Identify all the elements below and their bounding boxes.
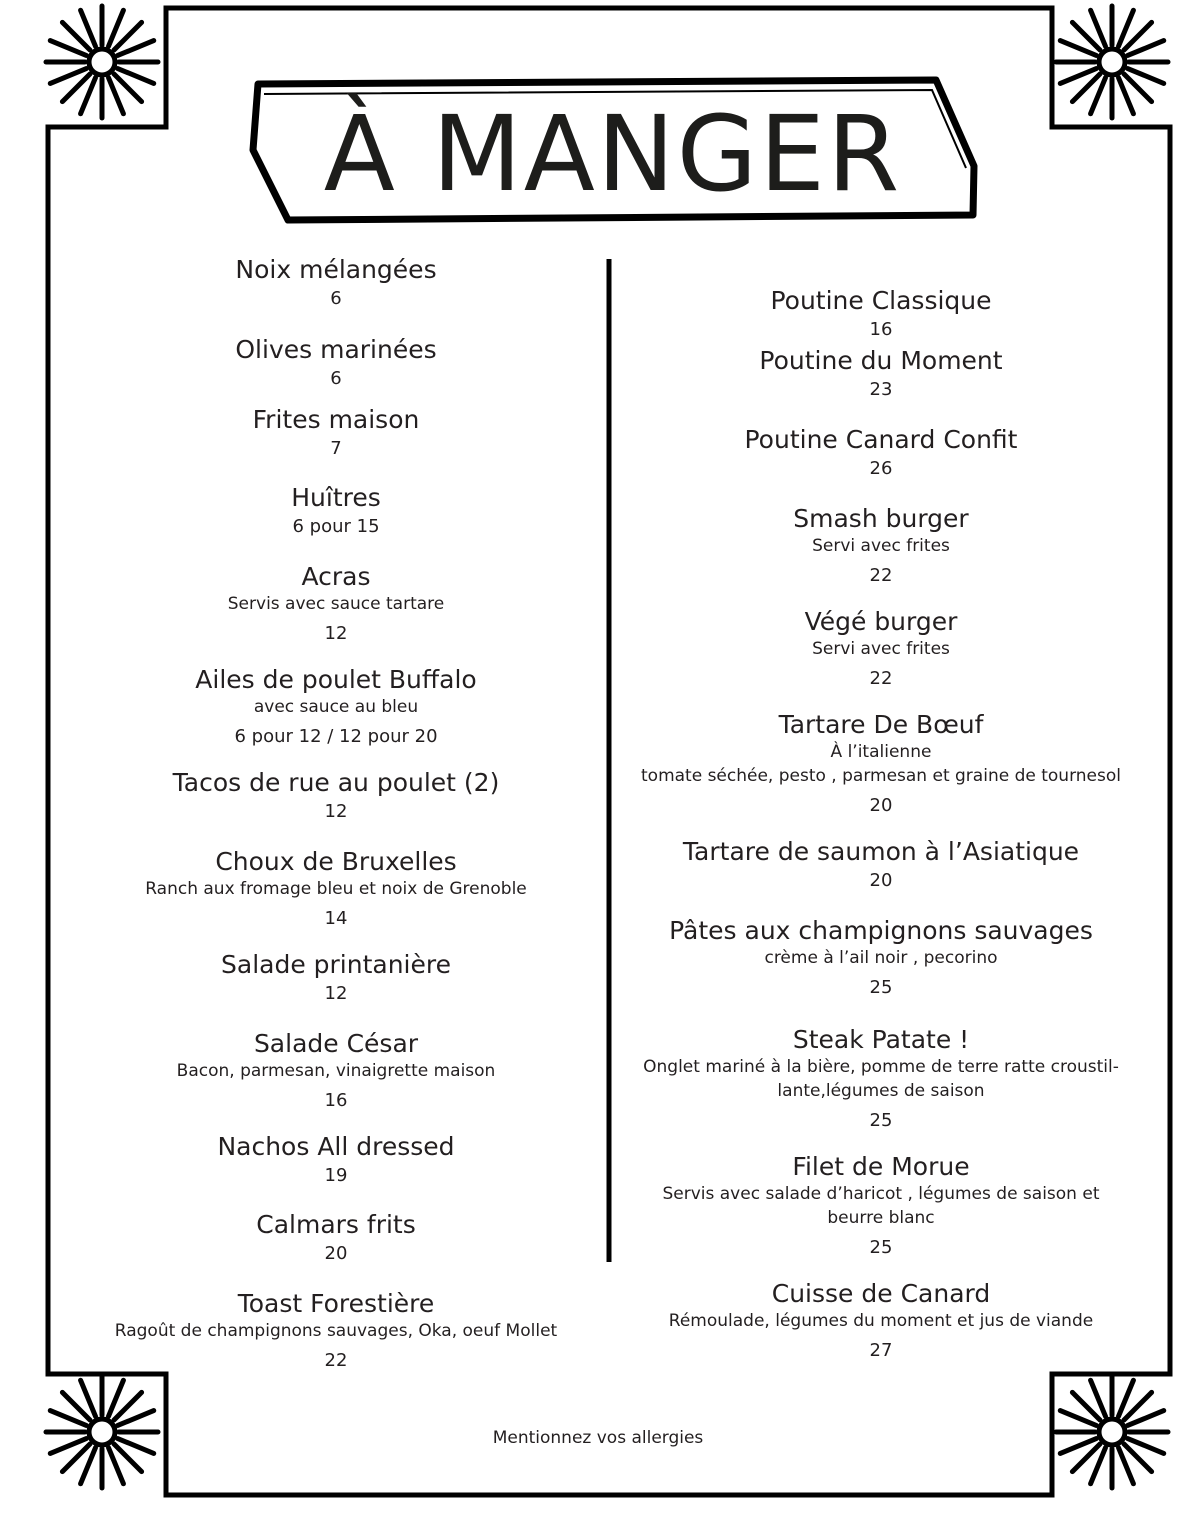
item-description: avec sauce au bleu: [253, 697, 419, 717]
item-price: 22: [869, 565, 893, 586]
menu-item: [110, 405, 562, 461]
item-price: 12: [324, 983, 348, 1004]
item-price: 6 pour 15: [292, 516, 380, 537]
item-name: Végé burger: [804, 607, 958, 636]
item-name: Calmars frits: [256, 1210, 416, 1239]
menu-item: [110, 1132, 562, 1188]
menu-item: [636, 425, 1126, 481]
menu-item: [636, 710, 1126, 818]
item-name: Poutine du Moment: [759, 346, 1003, 375]
item-name: Cuisse de Canard: [771, 1279, 991, 1308]
item-name: Acras: [301, 562, 371, 591]
item-name: Choux de Bruxelles: [215, 847, 457, 876]
item-price: 6: [330, 288, 342, 309]
item-price: 22: [869, 668, 893, 689]
item-price: 25: [869, 1237, 893, 1258]
menu-item: [110, 768, 562, 824]
item-name: Smash burger: [793, 504, 969, 533]
item-description: Servis avec sauce tartare: [227, 594, 445, 614]
menu-item: [110, 950, 562, 1006]
menu-item: [110, 255, 562, 311]
menu-item: [110, 665, 562, 749]
item-price: 16: [869, 319, 893, 340]
menu-item: [110, 1029, 562, 1113]
allergy-notice: Mentionnez vos allergies: [492, 1428, 704, 1448]
item-description: Servis avec salade d’haricot , légumes de saison et: [662, 1184, 1100, 1204]
item-description: Onglet mariné à la bière, pomme de terre ratte croustil-: [643, 1057, 1119, 1077]
item-name: Salade César: [253, 1029, 419, 1058]
sunburst-ornament-icon: [1056, 6, 1168, 118]
item-description: Ranch aux fromage bleu et noix de Grenoble: [145, 879, 527, 899]
item-name: Filet de Morue: [792, 1152, 970, 1181]
item-price: 20: [324, 1243, 348, 1264]
item-name: Nachos All dressed: [217, 1132, 455, 1161]
item-price: 14: [324, 908, 348, 929]
menu-item: [636, 1279, 1126, 1363]
item-name: Pâtes aux champignons sauvages: [669, 916, 1093, 945]
item-name: Frites maison: [252, 405, 420, 434]
item-price: 6: [330, 368, 342, 389]
item-name: Steak Patate !: [792, 1025, 970, 1054]
item-name: Tacos de rue au poulet (2): [172, 768, 500, 797]
item-price: 23: [869, 379, 893, 400]
sunburst-ornament-icon: [46, 6, 158, 118]
item-description: À l’italienne: [830, 742, 932, 762]
item-price: 19: [324, 1165, 348, 1186]
item-price: 25: [869, 1110, 893, 1131]
item-description: Ragoût de champignons sauvages, Oka, oeuf Mollet: [114, 1321, 558, 1341]
item-price: 26: [869, 458, 893, 479]
item-price: 16: [324, 1090, 348, 1111]
page-title: À MANGER: [323, 93, 902, 215]
menu-item: [110, 1210, 562, 1266]
item-description: crème à l’ail noir , pecorino: [764, 948, 998, 968]
menu-item: [636, 346, 1126, 402]
menu-item: [110, 847, 562, 931]
menu-item: [636, 504, 1126, 588]
item-price: 25: [869, 977, 893, 998]
item-price: 12: [324, 801, 348, 822]
item-description: Bacon, parmesan, vinaigrette maison: [176, 1061, 496, 1081]
item-price: 20: [869, 870, 893, 891]
item-price: 27: [869, 1340, 893, 1361]
menu-item: [636, 1025, 1126, 1133]
item-name: Salade printanière: [221, 950, 451, 979]
menu-item: [110, 1289, 562, 1373]
item-description: lante,légumes de saison: [777, 1081, 985, 1101]
menu-item: [636, 837, 1126, 893]
item-price: 7: [330, 438, 342, 459]
item-name: Poutine Canard Confit: [744, 425, 1018, 454]
menu-item: [110, 335, 562, 391]
item-name: Tartare de saumon à l’Asiatique: [682, 837, 1080, 866]
item-name: Poutine Classique: [770, 286, 992, 315]
item-price: 22: [324, 1350, 348, 1371]
menu-item: [636, 916, 1126, 1000]
item-name: Ailes de poulet Buffalo: [195, 665, 477, 694]
menu-item: [636, 286, 1126, 342]
item-description: beurre blanc: [827, 1208, 935, 1228]
item-name: Toast Forestière: [237, 1289, 435, 1318]
item-description: Servi avec frites: [812, 639, 950, 659]
item-description: tomate séchée, pesto , parmesan et graine de tournesol: [641, 766, 1121, 786]
item-name: Olives marinées: [235, 335, 437, 364]
item-description: Servi avec frites: [812, 536, 950, 556]
menu-item: [636, 607, 1126, 691]
item-price: 12: [324, 623, 348, 644]
item-name: Noix mélangées: [235, 255, 437, 284]
menu-item: [110, 483, 562, 539]
menu-item: [110, 562, 562, 646]
item-description: Rémoulade, légumes du moment et jus de viande: [668, 1311, 1094, 1331]
item-name: Tartare De Bœuf: [778, 710, 984, 739]
item-price: 20: [869, 795, 893, 816]
menu-item: [636, 1152, 1126, 1260]
item-name: Huîtres: [291, 483, 381, 512]
item-price: 6 pour 12 / 12 pour 20: [234, 726, 438, 747]
